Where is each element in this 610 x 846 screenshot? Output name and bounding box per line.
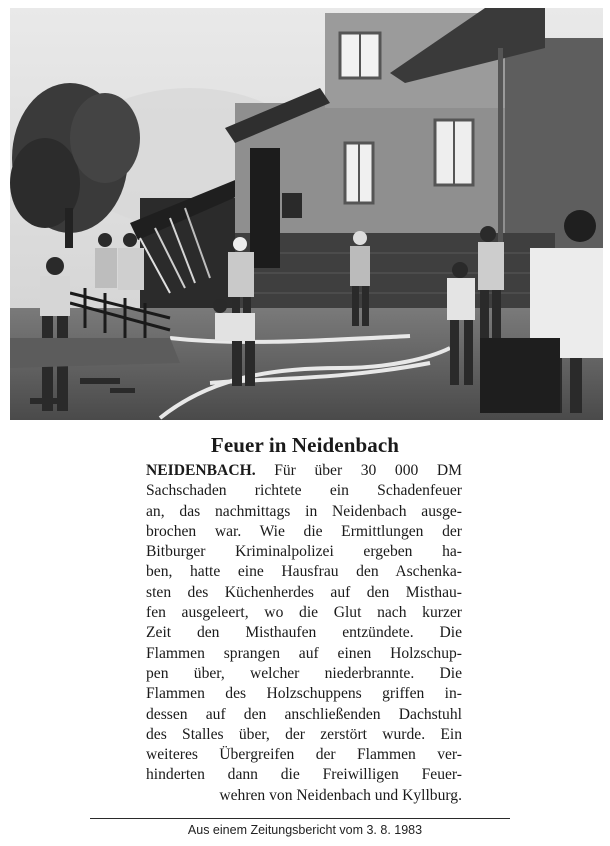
article-line: Zeit den Misthaufen entzündete. Die: [146, 624, 462, 642]
article-line: des Stalles über, der zerstört wurde. Ein: [146, 725, 462, 743]
article-line: hinderten dann die Freiwilligen Feuer-: [146, 766, 462, 784]
divider: [90, 818, 510, 819]
source-note: Aus einem Zeitungsbericht vom 3. 8. 1983: [187, 823, 423, 837]
article-line: wehren von Neidenbach und Kyllburg.: [219, 786, 462, 804]
fire-scene-photo: [10, 8, 603, 420]
article-line: Bitburger Kriminalpolizei ergeben ha-: [146, 543, 462, 561]
dateline: NEIDENBACH.: [146, 462, 256, 479]
article-line: pen über, welcher niederbrannte. Die: [146, 664, 462, 682]
article-line: Flammen sprangen auf einen Holzschup-: [146, 644, 462, 662]
article-line: sten des Küchenherdes auf den Misthau-: [146, 583, 462, 601]
article-line: brochen war. Wie die Ermittlungen der: [146, 522, 462, 540]
article-line: Flammen des Holzschuppens griffen in-: [146, 685, 462, 703]
article-line: an, das nachmittags in Neidenbach ausge-: [146, 502, 462, 520]
headline: Feuer in Neidenbach: [210, 433, 400, 457]
article-line: Sachschaden richtete ein Schadenfeuer: [146, 482, 462, 500]
article-line: ben, hatte eine Hausfrau den Aschenka-: [146, 563, 462, 581]
fire-scene-illustration: [10, 8, 603, 420]
article-line: NEIDENBACH. Für über 30 000 DM: [146, 462, 462, 479]
article-line: fen ausgeleert, wo die Glut nach kurzer: [146, 604, 462, 622]
article-body: [146, 461, 462, 806]
article-line: weiteres Übergreifen der Flammen ver-: [146, 746, 462, 764]
article-line: dessen auf den anschließenden Dachstuhl: [146, 705, 462, 723]
